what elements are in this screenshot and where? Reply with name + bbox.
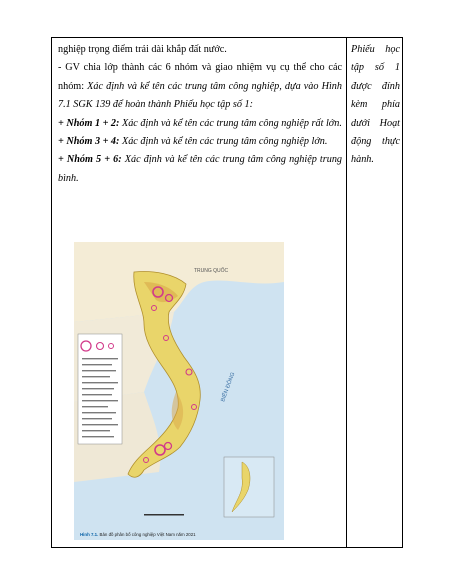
group-5-6	[58, 151, 342, 188]
group-1-2-text: Xác định và kể tên các trung tâm công nghiệp rất lớn.	[119, 117, 342, 129]
map-caption	[80, 532, 196, 537]
caption-fig: Hình 7.1.	[80, 532, 99, 537]
intro-line: nghiệp trọng điểm trải dài khắp đất nước.	[58, 44, 227, 55]
right-cell	[351, 41, 400, 170]
task-plain: - GV chia lớp thành các 6 nhóm và giao nhiệm vụ cụ thể cho các nhóm:	[58, 62, 342, 92]
task-italic: Xác định và kể tên các trung tâm công nghiệp, dựa vào Hình 7.1 SGK 139 để hoàn thành Phiếu học tập số 1:	[58, 80, 342, 111]
left-cell	[58, 41, 342, 188]
worksheet-note: Phiếu học tập số 1 được đính kèm phía dưới Hoạt động thực hành.	[351, 44, 400, 166]
sea-label: BIỂN ĐÔNG	[220, 371, 237, 403]
group-1-2	[58, 115, 342, 133]
group-1-2-label: + Nhóm 1 + 2:	[58, 117, 120, 129]
group-5-6-label: + Nhóm 5 + 6:	[58, 154, 122, 166]
map-graphic	[74, 242, 284, 540]
group-5-6-text: Xác định và kể tên các trung tâm công nghiệp trung bình.	[58, 154, 343, 184]
scale-bar	[144, 514, 184, 516]
china-label: TRUNG QUỐC	[194, 268, 229, 274]
task-paragraph	[58, 59, 342, 114]
column-divider	[346, 38, 347, 547]
group-3-4	[58, 133, 342, 151]
industry-map	[74, 242, 284, 540]
group-3-4-text: Xác định và kể tên các trung tâm công nghiệp lớn.	[119, 136, 328, 148]
caption-text: Bản đồ phân bố công nghiệp Việt Nam năm 2021	[98, 532, 196, 537]
group-3-4-label: + Nhóm 3 + 4:	[58, 136, 120, 148]
